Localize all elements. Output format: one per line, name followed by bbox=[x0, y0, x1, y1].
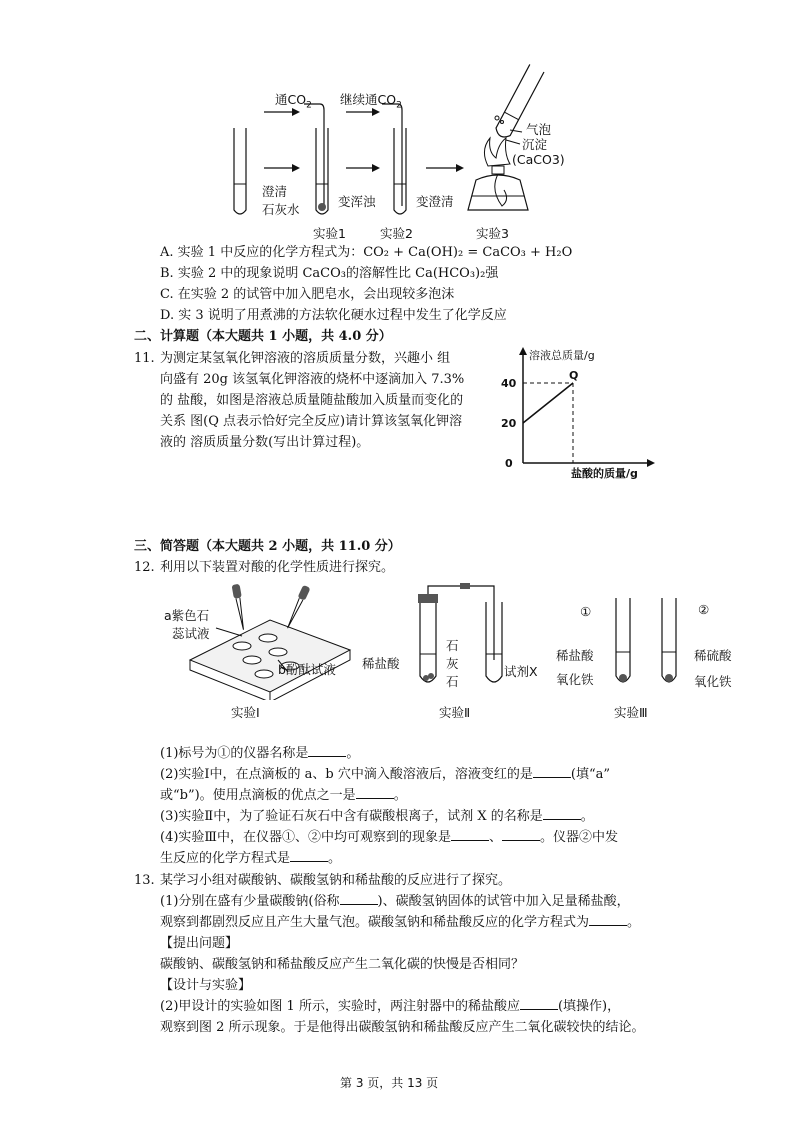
q12-sub-4b: 生反应的化学方程式是 。 bbox=[160, 851, 342, 866]
q13-line-7: 观察到图 2 所示现象。于是他得出碳酸氢钠和稀盐酸反应产生二氧化碳较快的结论。 bbox=[160, 1020, 645, 1035]
label-limestone-3: 石 bbox=[446, 674, 459, 689]
label-limewater-1: 澄清 bbox=[262, 184, 288, 199]
q12-sub-1: (1)标号为①的仪器名称是 。 bbox=[160, 746, 360, 761]
q11-number: 11. bbox=[134, 351, 155, 366]
label-turbid: 变浑浊 bbox=[338, 194, 376, 209]
page-footer: 第 3 页，共 13 页 bbox=[340, 1076, 439, 1090]
label-limewater-2: 石灰水 bbox=[262, 202, 300, 217]
label-caco3: (CaCO3) bbox=[512, 152, 565, 167]
label-limestone-2: 灰 bbox=[446, 656, 459, 671]
q12-sub-4: (4)实验Ⅲ中，在仪器①、②中均可观察到的现象是 、 。仪器②中发 bbox=[160, 830, 618, 845]
caption-experiment-2: 实验Ⅱ bbox=[439, 705, 471, 720]
q11-line: 的 盐酸，如图是溶液总质量随盐酸加入质量而变化的 bbox=[160, 393, 464, 408]
y-tick-40: 40 bbox=[501, 377, 517, 390]
q12-number: 12. bbox=[134, 560, 155, 575]
label-a-litmus-2: 蕊试液 bbox=[172, 626, 210, 641]
label-iron-oxide-left: 氧化铁 bbox=[556, 672, 594, 687]
q11-line: 关系 图(Q 点表示恰好完全反应)请计算该氢氧化钾溶 bbox=[160, 414, 463, 429]
q11-line: 液的 溶质质量分数(写出计算过程)。 bbox=[160, 435, 370, 450]
label-instrument-2: ② bbox=[698, 602, 710, 617]
label-instrument-1: ① bbox=[580, 604, 592, 619]
q12-sub-2: (2)实验Ⅰ中，在点滴板的 a、b 穴中滴入酸溶液后，溶液变红的是 (填“a” bbox=[160, 767, 611, 782]
mass-line bbox=[523, 383, 573, 423]
q13-stem: 某学习小组对碳酸钠、碳酸氢钠和稀盐酸的反应进行了探究。 bbox=[160, 873, 512, 888]
q10-option-c: C. 在实验 2 的试管中加入肥皂水，会出现较多泡沫 bbox=[160, 287, 455, 302]
label-precip: 沉淀 bbox=[522, 137, 548, 152]
x-axis-arrow bbox=[647, 459, 655, 467]
q10-option-d: D. 实 3 说明了用煮沸的方法软化硬水过程中发生了化学反应 bbox=[160, 308, 507, 323]
q12-sub-2b: 或“b”)。使用点滴板的优点之一是 。 bbox=[160, 788, 407, 803]
q13-heading-question: 【提出问题】 bbox=[160, 936, 239, 951]
label-bubble: 气泡 bbox=[526, 122, 552, 137]
q13-question-text: 碳酸钠、碳酸氢钠和稀盐酸反应产生二氧化碳的快慢是否相同？ bbox=[160, 957, 525, 972]
q11-line: 向盛有 20g 该氢氧化钾溶液的烧杯中逐滴加入 7.3% bbox=[160, 372, 465, 387]
label-dilute-hcl: 稀盐酸 bbox=[362, 656, 400, 671]
q10-option-a: A. 实验 1 中反应的化学方程式为：CO₂ + Ca(OH)₂ = CaCO₃ + H₂O bbox=[160, 245, 573, 260]
q12-sub-3: (3)实验Ⅱ中，为了验证石灰石中含有碳酸根离子，试剂 X 的名称是 。 bbox=[160, 809, 594, 824]
q12-stem: 利用以下装置对酸的化学性质进行探究。 bbox=[160, 560, 395, 575]
q13-line-6: (2)甲设计的实验如图 1 所示，实验时，两注射器中的稀盐酸应 (填操作)， bbox=[160, 999, 621, 1014]
q13-number: 13. bbox=[134, 873, 155, 888]
iron-oxide-tubes-figure bbox=[600, 590, 700, 690]
q13-heading-design: 【设计与实验】 bbox=[160, 978, 252, 993]
label-dilute-h2so4: 稀硫酸 bbox=[694, 648, 732, 663]
y-axis-label: 溶液总质量/g bbox=[529, 349, 595, 362]
q13-line-1: (1)分别在盛有少量碳酸钠(俗称 )、碳酸氢钠固体的试管中加入足量稀盐酸， bbox=[160, 894, 630, 909]
point-q-label: Q bbox=[569, 369, 579, 382]
label-continue-co2: 继续通$CO_2$ bbox=[340, 92, 402, 111]
q13-line-2: 观察到都剧烈反应且产生大量气泡。碳酸氢钠和稀盐酸反应的化学方程式为 。 bbox=[160, 915, 641, 930]
label-reagent-x: 试剂X bbox=[504, 664, 538, 679]
y-axis-arrow bbox=[519, 347, 527, 355]
q11-line: 为测定某氢氧化钾溶液的溶质质量分数，兴趣小 组 bbox=[160, 351, 451, 366]
label-limestone-1: 石 bbox=[446, 638, 459, 653]
caption-exp3: 实验3 bbox=[476, 226, 509, 241]
caption-exp1: 实验1 bbox=[313, 226, 346, 241]
label-clear: 变澄清 bbox=[416, 194, 454, 209]
caption-experiment-1: 实验Ⅰ bbox=[231, 705, 260, 720]
caption-exp2: 实验2 bbox=[380, 226, 413, 241]
y-tick-0: 0 bbox=[505, 457, 513, 470]
label-b-phenol: b酚酞试液 bbox=[278, 662, 336, 677]
section-3-title: 三、简答题（本大题共 2 小题，共 11.0 分） bbox=[134, 539, 401, 554]
label-a-litmus-1: a紫色石 bbox=[164, 608, 210, 623]
x-axis-label: 盐酸的质量/g bbox=[571, 467, 638, 480]
y-tick-20: 20 bbox=[501, 417, 517, 430]
solution-mass-chart bbox=[495, 345, 665, 485]
q10-option-b: B. 实验 2 中的现象说明 CaCO₃的溶解性比 Ca(HCO₃)₂强 bbox=[160, 266, 499, 281]
label-dilute-hcl-3: 稀盐酸 bbox=[556, 648, 594, 663]
label-iron-oxide-right: 氧化铁 bbox=[694, 674, 732, 689]
label-co2: 通$CO_2$ bbox=[275, 92, 312, 111]
caption-experiment-3: 实验Ⅲ bbox=[614, 705, 648, 720]
section-2-title: 二、计算题（本大题共 1 小题，共 4.0 分） bbox=[134, 329, 392, 344]
